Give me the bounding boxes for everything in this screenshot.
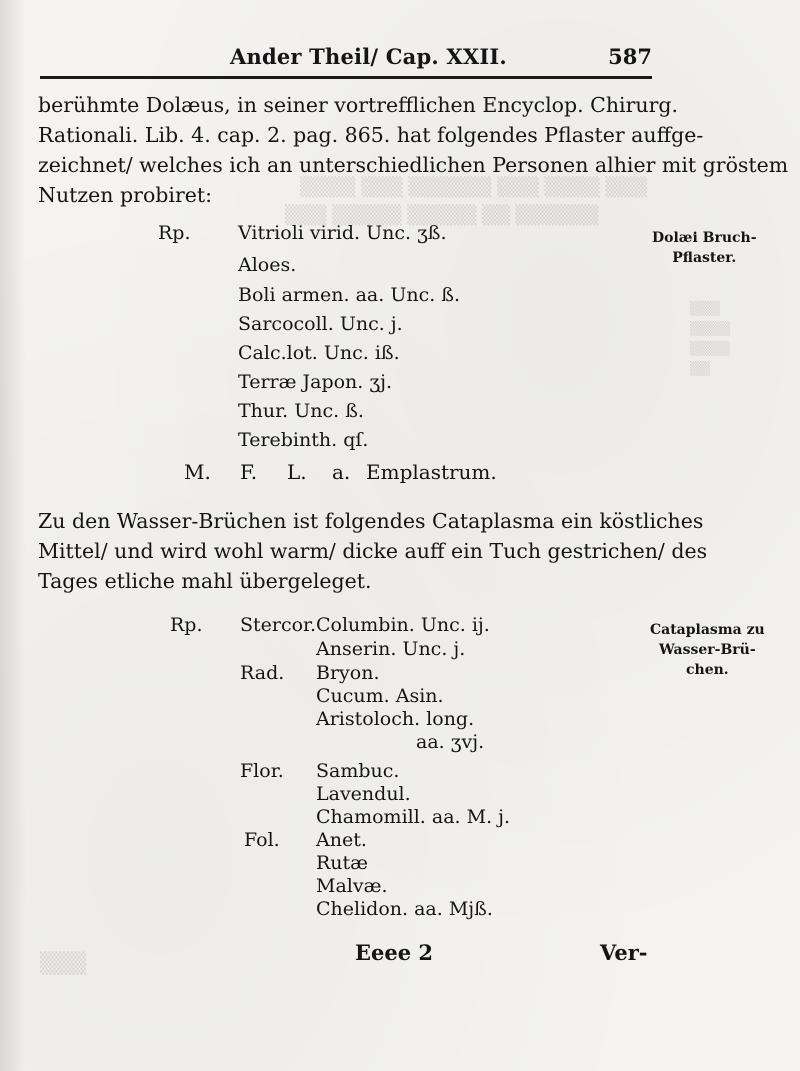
bleed-through: ▒▒▒▒ ▒▒▒ ▒▒▒▒▒▒ ▒▒▒ ▒▒▒▒ ▒▒▒ <box>300 177 647 198</box>
recipe-directive: L. <box>287 460 307 484</box>
bleed-through: ▒▒▒ <box>40 951 87 975</box>
recipe-ingredient: Sarcocoll. Unc. j. <box>238 313 403 335</box>
page-number: 587 <box>608 44 652 69</box>
margin-note-line: chen. <box>686 662 729 678</box>
margin-note-line: Dolæi Bruch- <box>652 230 757 246</box>
margin-note-plaster <box>652 228 757 268</box>
recipe-ingredient: Chelidon. aa. Mjß. <box>316 898 493 920</box>
recipe-ingredient: Anet. <box>316 829 367 851</box>
recipe-directive: a. <box>332 460 351 484</box>
recipe-ingredient: Thur. Unc. ß. <box>238 400 364 422</box>
recipe-group-label: Flor. <box>240 760 284 782</box>
recipe-ingredient: aa. ʒvj. <box>416 731 485 753</box>
recipe-group-label: Fol. <box>244 829 280 851</box>
recipe-ingredient: Cucum. Asin. <box>316 685 444 707</box>
page-header <box>40 44 660 78</box>
signature-mark: Eeee 2 <box>355 940 434 965</box>
recipe-ingredient: Bryon. <box>316 662 380 684</box>
text-line: Zu den Wasser-Brüchen ist folgendes Cataplasma ein köstliches <box>38 509 704 533</box>
text-line: Nutzen probiret: <box>38 183 213 207</box>
bleed-through: ▒▒▒ ▒▒▒▒▒ ▒▒▒▒▒ ▒▒ ▒▒▒▒▒▒ <box>285 205 599 226</box>
recipe-ingredient: Sambuc. <box>316 760 400 782</box>
recipe-rp: Rp. <box>158 222 191 244</box>
recipe-ingredient: Lavendul. <box>316 783 411 805</box>
text-line: Rationali. Lib. 4. cap. 2. pag. 865. hat folgendes Pflaster auffge- <box>38 123 704 147</box>
recipe-ingredient: Aristoloch. long. <box>316 708 475 730</box>
text-line: zeichnet/ welches ich an unterschiedlichen Personen alhier mit gröstem <box>38 153 789 177</box>
margin-note-line: Pflaster. <box>672 250 737 266</box>
recipe-ingredient: Terræ Japon. ʒj. <box>238 371 393 393</box>
running-head: Ander Theil/ Cap. XXII. <box>230 44 507 69</box>
text-line: Tages etliche mahl übergeleget. <box>38 569 372 593</box>
margin-note-line: Wasser-Brü- <box>659 642 756 658</box>
recipe-rp: Rp. <box>170 614 203 636</box>
text-line: berühmte Dolæus, in seiner vortrefflichen Encyclop. Chirurg. <box>38 93 679 117</box>
recipe-directive: F. <box>240 460 258 484</box>
recipe-ingredient: Boli armen. aa. Unc. ß. <box>238 284 461 306</box>
recipe-group-label: Stercor. <box>240 614 317 636</box>
recipe-directive: M. <box>184 460 211 484</box>
recipe-ingredient: Malvæ. <box>316 875 388 897</box>
recipe-ingredient: Columbin. Unc. ij. <box>316 614 490 636</box>
gutter-shadow <box>0 0 26 1071</box>
recipe-ingredient: Calc.lot. Unc. iß. <box>238 342 400 364</box>
recipe-ingredient: Rutæ <box>316 852 369 874</box>
recipe-ingredient: Anserin. Unc. j. <box>316 638 466 660</box>
paragraph-intro <box>38 90 789 210</box>
header-rule <box>40 76 652 79</box>
margin-note-line: Cataplasma zu <box>650 622 765 638</box>
recipe-ingredient: Aloes. <box>238 254 297 276</box>
bleed-through: ▒▒▒ ▒▒▒▒ ▒▒▒▒ ▒▒ <box>690 302 730 377</box>
recipe-ingredient: Chamomill. aa. M. j. <box>316 806 511 828</box>
recipe-directive: Emplastrum. <box>366 460 497 484</box>
recipe-ingredient: Vitrioli virid. Unc. ʒß. <box>238 222 447 244</box>
catchword: Ver- <box>600 940 648 965</box>
recipe-ingredient: Terebinth. qſ. <box>238 429 369 451</box>
text-line: Mittel/ und wird wohl warm/ dicke auff ein Tuch gestrichen/ des <box>38 539 708 563</box>
margin-note-cataplasma <box>650 620 765 680</box>
recipe-group-label: Rad. <box>240 662 285 684</box>
paragraph-cataplasma <box>38 506 708 596</box>
